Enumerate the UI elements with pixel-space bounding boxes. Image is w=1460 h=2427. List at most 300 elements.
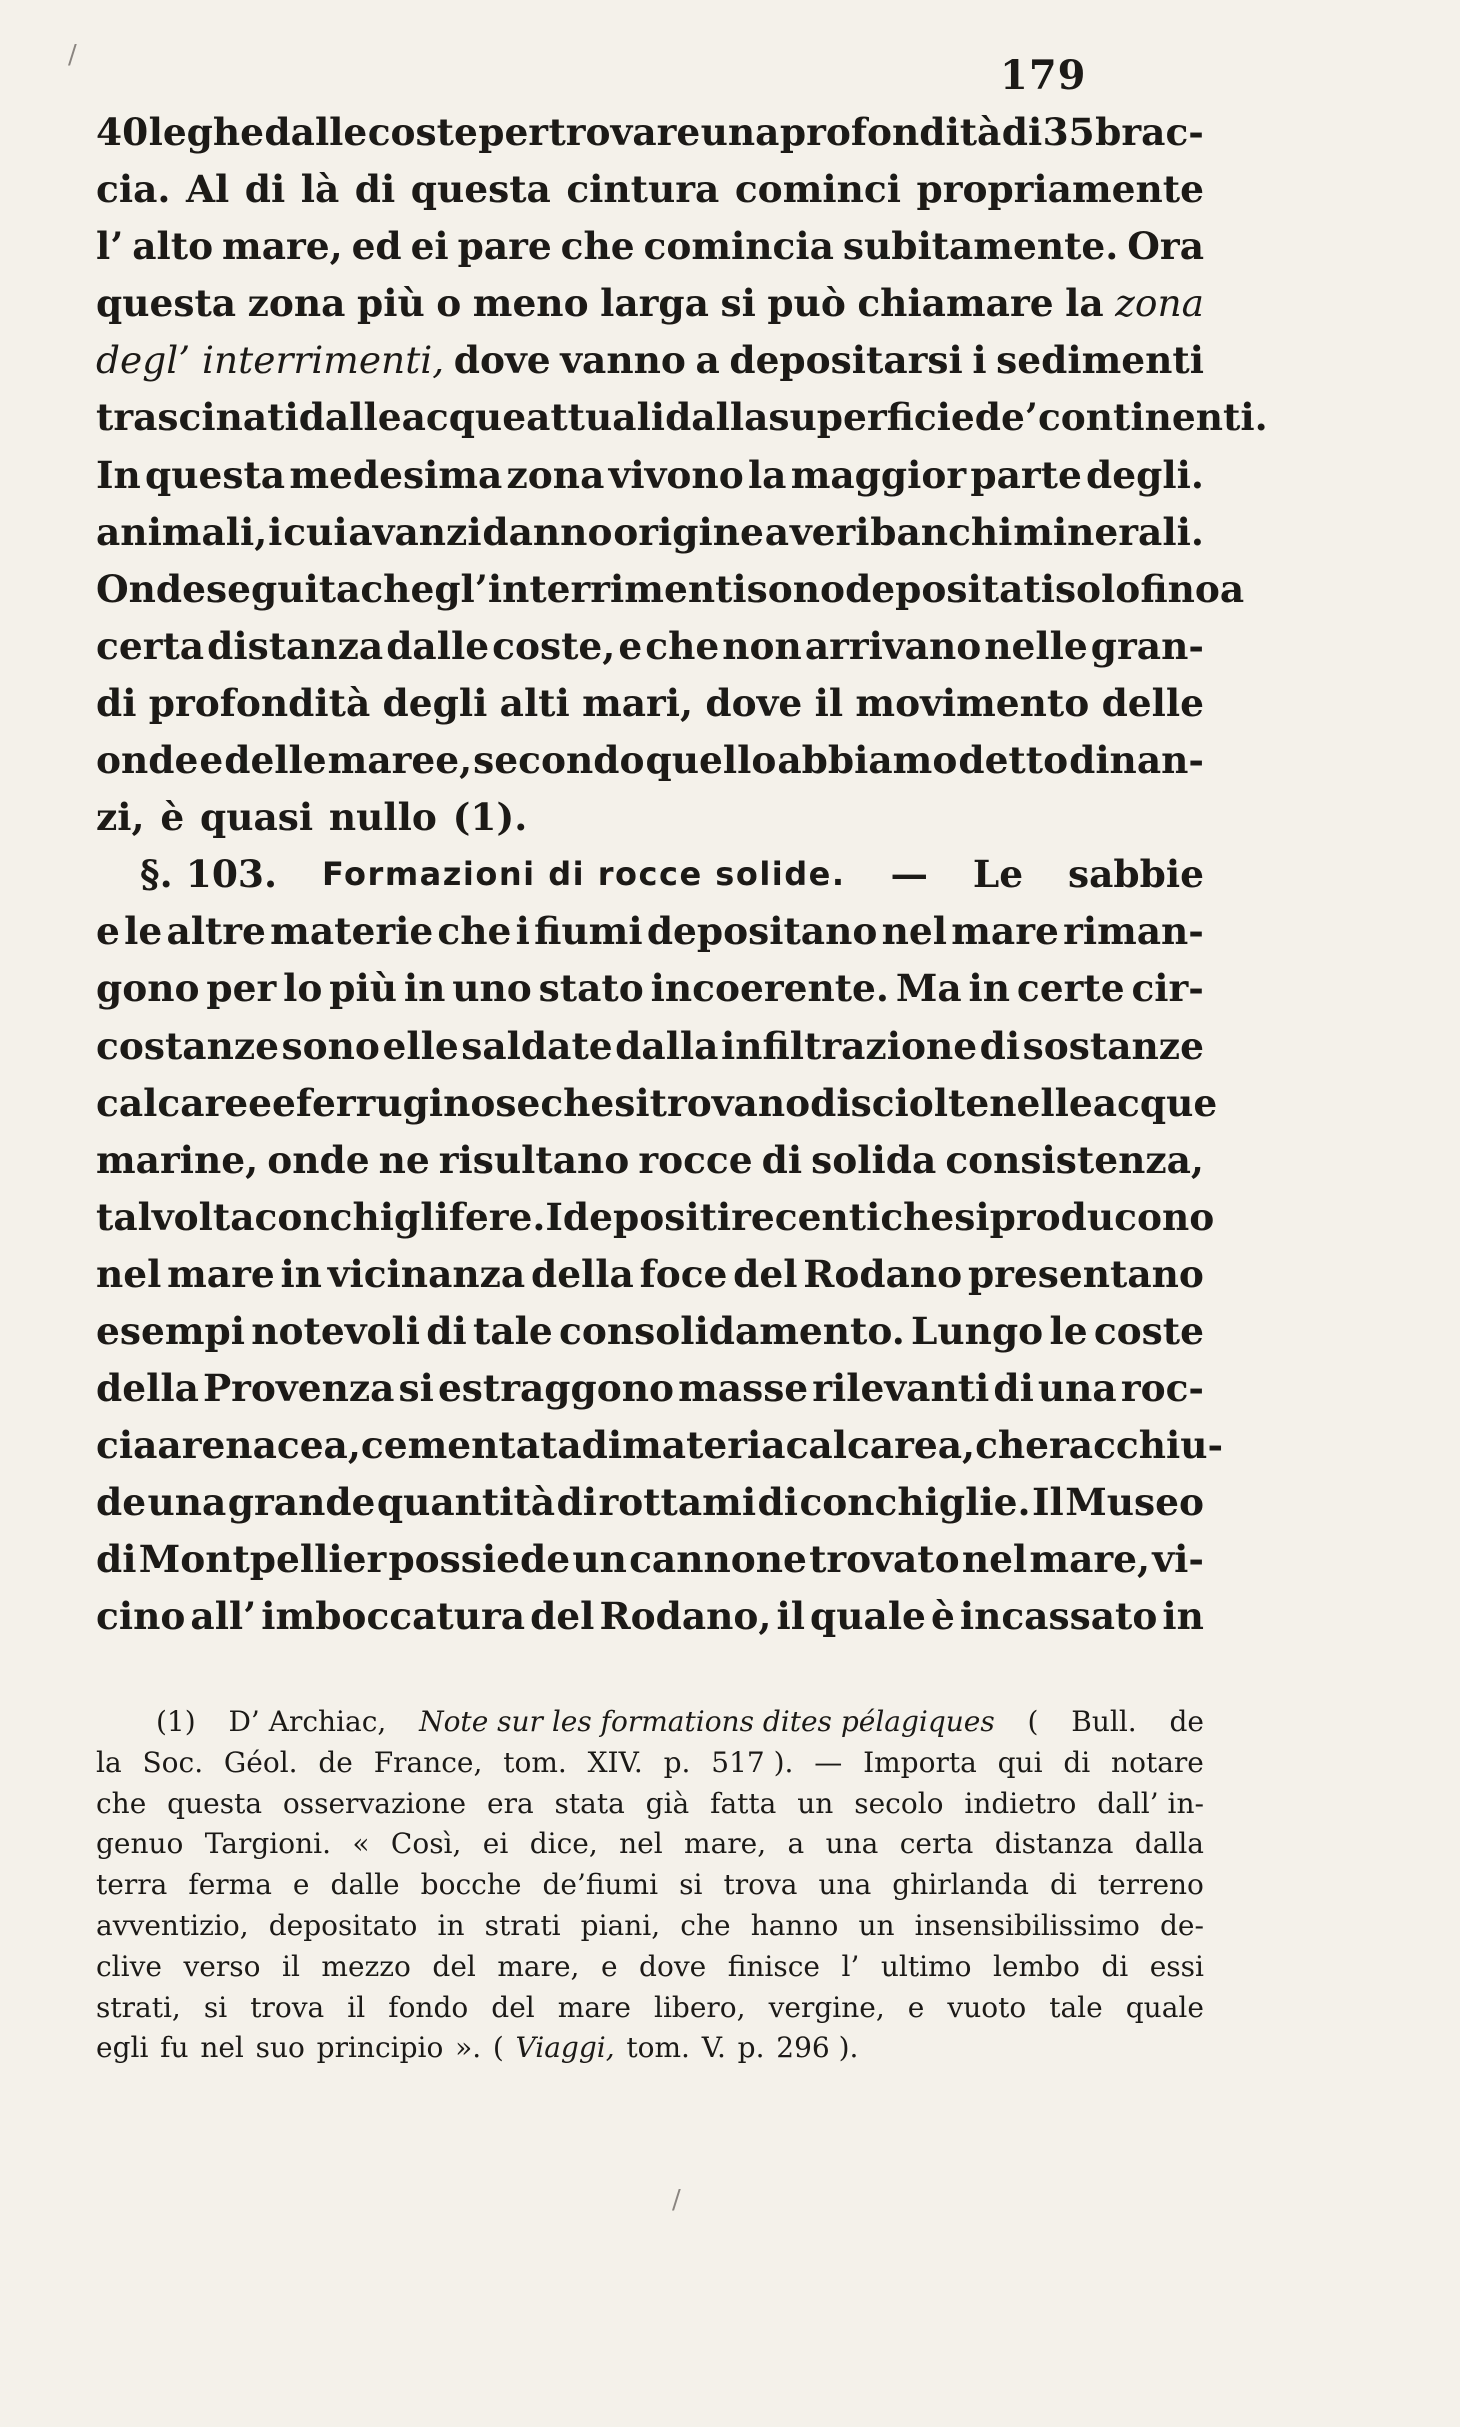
- main-text: [96, 104, 1268, 1646]
- word: Al: [185, 167, 230, 212]
- word: Rodano,: [599, 1594, 772, 1639]
- word: cintura: [566, 167, 720, 212]
- word: mezzo: [321, 1949, 411, 1983]
- word: e: [96, 909, 120, 954]
- word: piani,: [580, 1908, 661, 1942]
- word: ne: [378, 1137, 430, 1182]
- word: sostanze: [1022, 1023, 1204, 1068]
- word: (1): [156, 1705, 196, 1738]
- word: certa: [96, 623, 205, 668]
- word: Targioni.: [204, 1827, 332, 1861]
- word: di: [757, 1480, 798, 1525]
- word: fatta: [710, 1786, 777, 1820]
- word: dalla: [1134, 1827, 1204, 1861]
- word: a: [695, 338, 720, 383]
- text-line: [96, 1018, 1204, 1075]
- word: e: [618, 623, 643, 668]
- footnote-line: [96, 1906, 1204, 1947]
- word: fino: [1140, 566, 1220, 611]
- word: vanno: [560, 338, 686, 383]
- word: sedimenti: [996, 338, 1204, 383]
- word: Rodano: [803, 1251, 963, 1296]
- word: maggior: [790, 452, 967, 497]
- word: rilevanti: [812, 1366, 990, 1411]
- word: questa: [145, 452, 286, 497]
- word: tale: [1049, 1990, 1103, 2024]
- word: tom.: [503, 1745, 567, 1779]
- word: di: [1063, 1745, 1091, 1779]
- word: vicinanza: [327, 1251, 526, 1296]
- word: dalle: [330, 1868, 400, 1902]
- word: —: [814, 1745, 843, 1779]
- word: cia: [96, 1423, 158, 1468]
- word: parte: [970, 452, 1082, 497]
- word: superficie: [768, 395, 975, 440]
- word: o: [436, 281, 462, 326]
- text-line: [96, 1474, 1204, 1531]
- word: il: [814, 680, 844, 725]
- word: cir-: [1131, 966, 1204, 1011]
- word: lo: [283, 966, 323, 1011]
- word: bocche: [420, 1868, 522, 1902]
- word: di: [1049, 1868, 1077, 1902]
- word: movimento: [855, 680, 1090, 725]
- word: sono: [746, 566, 846, 611]
- word: quale: [810, 1594, 926, 1639]
- word: dove: [453, 338, 551, 383]
- word: che: [645, 623, 720, 668]
- word: cino: [96, 1594, 186, 1639]
- word: veri: [789, 509, 870, 554]
- text-line: [96, 675, 1204, 732]
- word: all’: [190, 1594, 257, 1639]
- word: insensibilissimo: [914, 1908, 1140, 1942]
- word: materie: [270, 909, 434, 954]
- word: nel: [96, 1251, 162, 1296]
- word: una: [700, 110, 780, 154]
- text-line: [96, 332, 1204, 389]
- word: nel: [961, 1537, 1028, 1582]
- word: genuo: [96, 1827, 184, 1861]
- footnote-line: [96, 2028, 1204, 2069]
- word: si: [679, 1868, 703, 1902]
- footnote-line: [96, 1702, 1204, 1743]
- word: Museo: [1065, 1480, 1204, 1525]
- text-line: [96, 1531, 1204, 1588]
- word: calcaree: [96, 1080, 272, 1125]
- word: detto: [958, 738, 1069, 783]
- word: in: [280, 1251, 322, 1296]
- word: p.: [737, 2031, 765, 2065]
- word: di: [354, 167, 396, 212]
- word: il: [281, 1949, 300, 1983]
- word: mare,: [497, 1949, 580, 1983]
- word: che: [540, 1080, 615, 1125]
- word: più: [329, 966, 397, 1011]
- word: quale: [1125, 1990, 1204, 2024]
- word: depositano: [646, 909, 878, 954]
- word: profondità: [779, 110, 1002, 154]
- word: zona: [247, 281, 346, 326]
- word: trova: [723, 1868, 798, 1902]
- word: è: [930, 1594, 955, 1639]
- word: dalle: [264, 110, 368, 154]
- word: clive: [96, 1949, 162, 1983]
- word: mare: [951, 909, 1059, 954]
- word: 40: [96, 110, 149, 154]
- word: de’: [974, 395, 1038, 440]
- page-mark: /: [672, 2185, 681, 2215]
- word: mare,: [1029, 1537, 1151, 1582]
- text-line: [96, 447, 1204, 504]
- word: là: [300, 167, 340, 212]
- word: de: [96, 1480, 147, 1525]
- word: solida: [811, 1137, 937, 1182]
- text-line: [96, 618, 1204, 675]
- word: disciolte: [810, 1080, 990, 1125]
- word: subitamente.: [842, 224, 1119, 269]
- word: p.: [663, 1745, 691, 1779]
- page-mark: /: [68, 40, 77, 70]
- text-line: [96, 903, 1204, 960]
- word: dalle: [298, 395, 402, 440]
- word: e: [199, 738, 224, 783]
- word: infiltrazione: [721, 1023, 978, 1068]
- word: libero,: [654, 1990, 746, 2024]
- word: onde: [96, 738, 199, 783]
- word: degli: [382, 680, 488, 725]
- text-line: [96, 1132, 1204, 1189]
- word: meno: [472, 281, 589, 326]
- word: zona: [1115, 281, 1204, 326]
- word: la: [1065, 281, 1104, 326]
- footnote-line: [96, 1947, 1204, 1988]
- word: avventizio,: [96, 1908, 249, 1942]
- word: degl’ interrimenti,: [96, 338, 445, 383]
- word: Ora: [1127, 224, 1204, 269]
- word: a: [1219, 566, 1245, 611]
- word: di: [761, 1137, 803, 1182]
- word: comincia: [643, 224, 834, 269]
- word: stato: [538, 966, 644, 1011]
- word: del: [432, 1949, 476, 1983]
- word: fondo: [388, 1990, 469, 2024]
- word: dove: [705, 680, 803, 725]
- word: vuoto: [947, 1990, 1027, 2024]
- word: le: [124, 909, 163, 954]
- word: nelle: [989, 1080, 1093, 1125]
- word: quasi: [199, 795, 314, 840]
- word: i: [972, 338, 987, 383]
- word: ei: [410, 224, 449, 269]
- word: hanno: [750, 1908, 839, 1942]
- text-line: [96, 732, 1204, 789]
- word: depositati: [845, 566, 1055, 611]
- text-line: [96, 161, 1204, 218]
- footnote-line: [96, 1824, 1204, 1865]
- word: che: [96, 1786, 147, 1820]
- word: talvolta: [96, 1194, 255, 1239]
- word: ferma: [188, 1868, 272, 1902]
- word: arenacea,: [157, 1423, 361, 1468]
- word: nel: [200, 2031, 244, 2065]
- word: France,: [373, 1745, 483, 1779]
- word: marine,: [96, 1137, 259, 1182]
- word: 35: [1042, 110, 1095, 154]
- word: questa: [410, 167, 551, 212]
- word: estraggono: [437, 1366, 675, 1411]
- word: i: [268, 509, 283, 554]
- word: tom.: [626, 2031, 690, 2065]
- word: l’: [841, 1949, 860, 1983]
- word: più: [356, 281, 425, 326]
- word: notare: [1111, 1745, 1204, 1779]
- footnote-line: [96, 1743, 1204, 1784]
- word: Così,: [390, 1827, 462, 1861]
- word: uno: [452, 966, 532, 1011]
- word: notevoli: [251, 1308, 420, 1353]
- word: coste,: [492, 623, 616, 668]
- word: si: [614, 1080, 650, 1125]
- word: strati: [484, 1908, 561, 1942]
- text-line: [96, 846, 1204, 903]
- word: coste: [367, 110, 478, 154]
- word: era: [487, 1786, 534, 1820]
- word: rottami: [598, 1480, 757, 1525]
- word: non: [722, 623, 802, 668]
- word: minerali.: [1013, 509, 1204, 554]
- word: avanzi: [348, 509, 482, 554]
- word: egli: [96, 2031, 149, 2065]
- word: XIV.: [587, 1745, 643, 1779]
- word: trascinati: [96, 395, 299, 440]
- word: in: [1162, 1594, 1204, 1639]
- word: 517 ).: [711, 1745, 794, 1779]
- word: masse: [678, 1366, 809, 1411]
- word: D’ Archiac,: [228, 1705, 387, 1738]
- word: vergine,: [768, 1990, 885, 2024]
- word: indietro: [964, 1786, 1077, 1820]
- word: incassato: [959, 1594, 1158, 1639]
- word: di: [1101, 1949, 1129, 1983]
- word: zona: [506, 452, 605, 497]
- word: una: [825, 1827, 879, 1861]
- word: secondo: [473, 738, 645, 783]
- text-line: [96, 1360, 1204, 1417]
- word: esempi: [96, 1308, 245, 1353]
- word: acque: [401, 395, 527, 440]
- word: brac-: [1095, 110, 1204, 154]
- word: del: [491, 1990, 535, 2024]
- word: danno: [482, 509, 613, 554]
- word: mari,: [582, 680, 694, 725]
- word: (1).: [452, 795, 528, 840]
- word: elle: [382, 1023, 459, 1068]
- word: che: [680, 1908, 731, 1942]
- word: cominci: [734, 167, 901, 212]
- text-line: [96, 275, 1204, 332]
- word: che: [975, 1423, 1050, 1468]
- word: già: [645, 1786, 690, 1820]
- word: profondità: [148, 680, 371, 725]
- word: abbiamo: [777, 738, 958, 783]
- word: rocce: [638, 1137, 753, 1182]
- word: di: [96, 1537, 137, 1582]
- word: una: [1037, 1366, 1117, 1411]
- word: seguita: [206, 566, 361, 611]
- word: una: [147, 1480, 227, 1525]
- word: de’fiumi: [542, 1868, 659, 1902]
- word: degli.: [1086, 452, 1204, 497]
- word: foce: [639, 1251, 728, 1296]
- word: e: [271, 1080, 296, 1125]
- footnotes: [96, 1702, 1204, 2069]
- word: quantità: [376, 1480, 556, 1525]
- text-line: [96, 1246, 1204, 1303]
- word: distanza: [207, 623, 384, 668]
- word: §. 103.: [140, 852, 278, 897]
- word: Soc.: [142, 1745, 204, 1779]
- word: dove: [639, 1949, 707, 1983]
- word: continenti.: [1037, 395, 1268, 440]
- word: principio: [316, 2031, 444, 2065]
- text-line: [96, 1075, 1218, 1132]
- word: in: [437, 1908, 465, 1942]
- word: trova: [250, 1990, 325, 2024]
- word: quello: [645, 738, 777, 783]
- text-line: [96, 1588, 1204, 1645]
- word: origine: [613, 509, 764, 554]
- word: Provenza: [202, 1366, 395, 1411]
- word: ghirlanda: [892, 1868, 1029, 1902]
- word: riman-: [1063, 909, 1204, 954]
- word: Il: [1031, 1480, 1064, 1525]
- word: arrivano: [804, 623, 982, 668]
- text-line: [96, 1417, 1224, 1474]
- word: terreno: [1097, 1868, 1204, 1902]
- word: cannone: [629, 1537, 807, 1582]
- word: questa: [96, 281, 237, 326]
- word: vivono: [608, 452, 744, 497]
- word: Importa: [863, 1745, 977, 1779]
- footnote-line: [96, 1865, 1204, 1906]
- word: di: [426, 1308, 467, 1353]
- word: Lungo: [911, 1308, 1044, 1353]
- word: interrimenti: [487, 566, 747, 611]
- word: cementata: [360, 1423, 582, 1468]
- word: de-: [1159, 1908, 1204, 1942]
- word: Note sur les formations dites pélagiques: [419, 1705, 995, 1738]
- word: racchiu-: [1049, 1423, 1224, 1468]
- word: ed: [351, 224, 402, 269]
- word: che: [360, 566, 435, 611]
- word: nullo: [328, 795, 437, 840]
- text-line: [96, 1189, 1215, 1246]
- word: si: [398, 1366, 434, 1411]
- word: stata: [554, 1786, 625, 1820]
- word: che: [880, 1194, 955, 1239]
- text-line: [96, 504, 1204, 561]
- word: si: [720, 281, 756, 326]
- word: di: [993, 1366, 1034, 1411]
- word: animali,: [96, 509, 268, 554]
- word: fu: [160, 2031, 189, 2065]
- word: solo: [1054, 566, 1141, 611]
- word: mare: [167, 1251, 275, 1296]
- word: a: [787, 1827, 805, 1861]
- footnote-line: [96, 1784, 1204, 1825]
- word: coste: [1093, 1308, 1204, 1353]
- word: dice,: [529, 1827, 598, 1861]
- word: Viaggi,: [515, 2031, 615, 2065]
- word: trovare: [548, 110, 701, 154]
- text-line: [96, 218, 1204, 275]
- word: sono: [281, 1023, 380, 1068]
- word: il: [347, 1990, 366, 2024]
- word: e: [907, 1990, 925, 2024]
- word: —: [890, 852, 928, 897]
- word: della: [530, 1251, 634, 1296]
- word: Montpellier: [138, 1537, 387, 1582]
- word: Géol.: [223, 1745, 298, 1779]
- word: depositarsi: [729, 338, 963, 383]
- word: cia.: [96, 167, 171, 212]
- word: de: [318, 1745, 353, 1779]
- text-line: [96, 960, 1204, 1017]
- word: per: [478, 110, 549, 154]
- word: è: [160, 795, 185, 840]
- word: di: [556, 1480, 598, 1525]
- word: cui: [283, 509, 348, 554]
- text-line: [96, 789, 1204, 846]
- word: in: [403, 966, 446, 1011]
- word: costanze: [96, 1023, 279, 1068]
- word: de: [1169, 1705, 1204, 1738]
- word: ferruginose: [295, 1080, 541, 1125]
- word: Formazioni di rocce solide.: [321, 855, 846, 894]
- word: certe: [1016, 966, 1125, 1011]
- word: saldate: [461, 1023, 613, 1068]
- word: sabbie: [1068, 852, 1204, 897]
- word: acque: [1092, 1080, 1218, 1125]
- word: dalla: [615, 1023, 719, 1068]
- word: conchiglifere.: [254, 1194, 546, 1239]
- word: dalla: [665, 395, 769, 440]
- word: zi,: [96, 795, 145, 840]
- word: certa: [899, 1827, 974, 1861]
- word: altre: [166, 909, 266, 954]
- word: trovato: [809, 1537, 960, 1582]
- text-line: [96, 389, 1268, 446]
- word: delle: [1101, 680, 1204, 725]
- text-line: [96, 104, 1204, 161]
- word: e: [292, 1868, 310, 1902]
- word: un: [858, 1908, 895, 1942]
- word: ei: [482, 1827, 509, 1861]
- word: mare: [557, 1990, 631, 2024]
- word: consistenza,: [945, 1137, 1204, 1182]
- word: I: [545, 1194, 563, 1239]
- word: dall’ in-: [1097, 1786, 1204, 1820]
- word: verso: [183, 1949, 261, 1983]
- word: roc-: [1120, 1366, 1204, 1411]
- word: finisce: [727, 1949, 820, 1983]
- word: (: [492, 2031, 504, 2065]
- word: nelle: [984, 623, 1088, 668]
- word: un: [572, 1537, 627, 1582]
- word: dalle: [386, 623, 490, 668]
- word: strati,: [96, 1990, 181, 2024]
